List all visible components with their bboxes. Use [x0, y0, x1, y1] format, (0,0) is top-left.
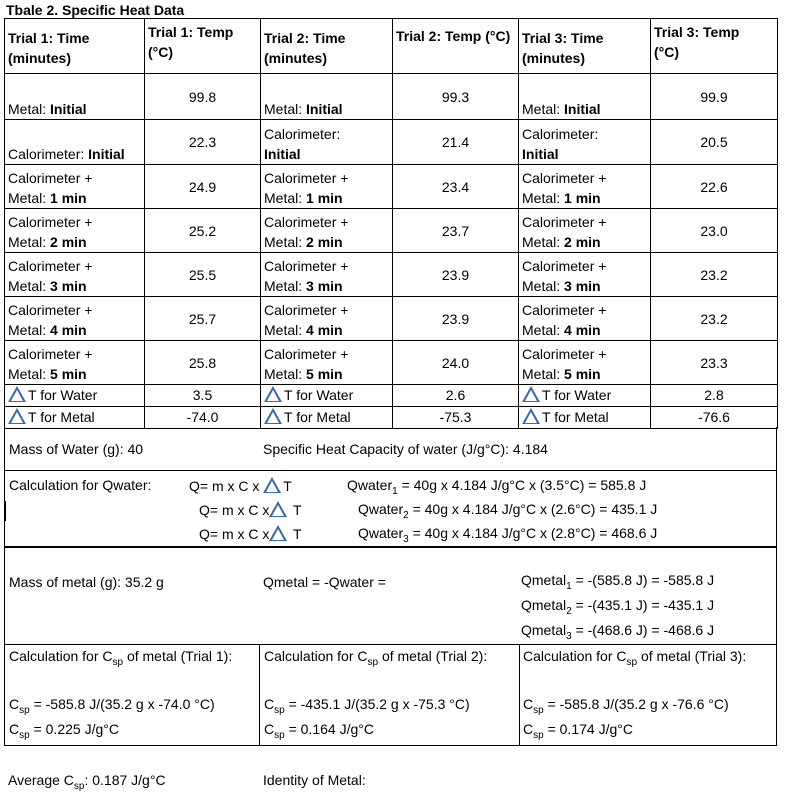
table-row: [5, 74, 778, 120]
identity-of-metal: Identity of Metal:: [263, 772, 366, 788]
temperature-cell: 23.2: [651, 297, 778, 341]
delta-icon: [264, 408, 282, 424]
delta-label-cell: T for Metal: [5, 407, 145, 429]
temperature-cell: 24.0: [393, 341, 519, 385]
delta-icon: [269, 501, 287, 517]
qwater-3: Qwater$_3$ = 40g x 4.184 J/g°C x (2.8°C) = 468.6 J: [358, 525, 658, 545]
delta-value-cell: -76.6: [651, 407, 778, 429]
qwater-1: Qwater$_1$ = 40g x 4.184 J/g°C x (3.5°C) = 585.8 J: [347, 477, 647, 497]
header-row: [5, 19, 778, 74]
time-label-cell: Calorimeter: Initial: [5, 120, 145, 165]
temperature-cell: 23.9: [393, 253, 519, 297]
temperature-cell: 23.9: [393, 297, 519, 341]
delta-label-cell: T for Metal: [261, 407, 393, 429]
csp-trial1-equation: $C_{sp} = -585.8$ J/(35.2 g x -74.0 °C): [9, 696, 215, 716]
time-label-cell: Metal: Initial: [261, 74, 393, 120]
time-label-cell: Calorimeter: Initial: [519, 120, 651, 165]
temperature-cell: 23.7: [393, 209, 519, 253]
temperature-cell: 23.4: [393, 165, 519, 209]
delta-row: [5, 407, 778, 429]
q-formula-2: Q= m x C x T: [199, 502, 302, 518]
temperature-cell: 99.8: [145, 74, 261, 120]
csp-section: [4, 645, 777, 746]
table-title: Tbale 2. Specific Heat Data: [6, 2, 185, 18]
time-label-cell: Calorimeter + Metal: 4 min: [261, 297, 393, 341]
csp-trial1-result: $C_{sp} = 0.225$ J/g°C: [9, 721, 119, 741]
qmetal-1: Qmetal$_1$ = -(585.8 J) = -585.8 J: [521, 572, 715, 592]
temperature-cell: 25.7: [145, 297, 261, 341]
delta-value-cell: 2.8: [651, 385, 778, 407]
temperature-cell: 99.3: [393, 74, 519, 120]
table-row: [5, 253, 778, 297]
qmetal-2: Qmetal$_2$ = -(435.1 J) = -435.1 J: [521, 597, 715, 617]
mass-of-water: Mass of Water (g): 40: [9, 441, 144, 457]
temperature-cell: 23.3: [651, 341, 778, 385]
delta-value-cell: -74.0: [145, 407, 261, 429]
temperature-cell: 25.5: [145, 253, 261, 297]
delta-icon: [522, 408, 540, 424]
temperature-cell: 22.6: [651, 165, 778, 209]
csp-trial1-heading: Calculation for $C_{sp}$ of metal (Trial 1):: [9, 648, 233, 668]
header-trial2-time: Trial 2: Time (minutes): [261, 19, 393, 74]
time-label-cell: Calorimeter + Metal: 2 min: [519, 209, 651, 253]
csp-trial2-result: $C_{sp} = 0.164$ J/g°C: [264, 721, 374, 741]
time-label-cell: Calorimeter + Metal: 3 min: [261, 253, 393, 297]
time-label-cell: Calorimeter + Metal: 5 min: [519, 341, 651, 385]
delta-label-cell: T for Metal: [519, 407, 651, 429]
delta-icon: [522, 386, 540, 402]
temperature-cell: 23.0: [651, 209, 778, 253]
delta-icon: [264, 386, 282, 402]
qwater-calc-label: Calculation for Qwater:: [9, 477, 152, 493]
delta-value-cell: 2.6: [393, 385, 519, 407]
average-csp: Average $C_{sp}$: 0.187 J/g°C: [8, 772, 166, 792]
time-label-cell: Metal: Initial: [519, 74, 651, 120]
q-formula-3: Q= m x C x T: [199, 526, 302, 542]
table-row: [5, 165, 778, 209]
table-row: [5, 209, 778, 253]
time-label-cell: Calorimeter + Metal: 1 min: [5, 165, 145, 209]
delta-label-cell: T for Water: [261, 385, 393, 407]
temperature-cell: 99.9: [651, 74, 778, 120]
time-label-cell: Calorimeter + Metal: 1 min: [261, 165, 393, 209]
delta-label-cell: T for Water: [5, 385, 145, 407]
csp-trial3-heading: Calculation for $C_{sp}$ of metal (Trial 3):: [523, 648, 747, 668]
time-label-cell: Calorimeter + Metal: 1 min: [519, 165, 651, 209]
time-label-cell: Metal: Initial: [5, 74, 145, 120]
delta-value-cell: -75.3: [393, 407, 519, 429]
temperature-cell: 23.2: [651, 253, 778, 297]
time-label-cell: Calorimeter + Metal: 3 min: [5, 253, 145, 297]
temperature-cell: 25.2: [145, 209, 261, 253]
q-formula-1: Q= m x C x T: [189, 478, 292, 494]
delta-row: [5, 385, 778, 407]
table-row: [5, 341, 778, 385]
time-label-cell: Calorimeter + Metal: 2 min: [261, 209, 393, 253]
time-label-cell: Calorimeter + Metal: 5 min: [5, 341, 145, 385]
csp-trial2-heading: Calculation for $C_{sp}$ of metal (Trial 2):: [264, 648, 488, 668]
metal-section: [4, 547, 777, 645]
header-trial3-temp: Trial 3: Temp (°C): [651, 19, 778, 74]
table-row: [5, 297, 778, 341]
delta-icon: [8, 386, 26, 402]
csp-trial3-result: $C_{sp} = 0.174$ J/g°C: [523, 721, 633, 741]
temperature-cell: 20.5: [651, 120, 778, 165]
delta-icon: [269, 525, 287, 541]
delta-value-cell: 3.5: [145, 385, 261, 407]
time-label-cell: Calorimeter + Metal: 4 min: [5, 297, 145, 341]
time-label-cell: Calorimeter + Metal: 4 min: [519, 297, 651, 341]
header-trial2-temp: Trial 2: Temp (°C): [393, 19, 519, 74]
qwater-calculation-section: [4, 471, 777, 547]
csp-trial3-equation: $C_{sp} = -585.8$ J/(35.2 g x -76.6 °C): [523, 696, 729, 716]
time-label-cell: Calorimeter: Initial: [261, 120, 393, 165]
temperature-cell: 21.4: [393, 120, 519, 165]
water-info-section: [4, 427, 777, 471]
time-label-cell: Calorimeter + Metal: 3 min: [519, 253, 651, 297]
qwater-2: Qwater$_2$ = 40g x 4.184 J/g°C x (2.6°C) = 435.1 J: [358, 501, 658, 521]
header-trial1-temp: Trial 1: Temp (°C): [145, 19, 261, 74]
table-row: [5, 120, 778, 165]
header-trial1-time: Trial 1: Time (minutes): [5, 19, 145, 74]
qmetal-3: Qmetal$_3$ = -(468.6 J) = -468.6 J: [521, 622, 715, 642]
delta-icon: [8, 408, 26, 424]
delta-icon: [263, 477, 281, 493]
specific-heat-table: [4, 18, 778, 429]
temperature-cell: 24.9: [145, 165, 261, 209]
time-label-cell: Calorimeter + Metal: 5 min: [261, 341, 393, 385]
header-trial3-time: Trial 3: Time (minutes): [519, 19, 651, 74]
time-label-cell: Calorimeter + Metal: 2 min: [5, 209, 145, 253]
csp-trial2-equation: $C_{sp} = -435.1$ J/(35.2 g x -75.3 °C): [264, 696, 470, 716]
mass-of-metal: Mass of metal (g): 35.2 g: [9, 574, 164, 590]
specific-heat-water: Specific Heat Capacity of water (J/g°C): 4.184: [263, 441, 548, 457]
temperature-cell: 22.3: [145, 120, 261, 165]
qmetal-relation: Qmetal = -Qwater =: [263, 574, 386, 590]
temperature-cell: 25.8: [145, 341, 261, 385]
delta-label-cell: T for Water: [519, 385, 651, 407]
